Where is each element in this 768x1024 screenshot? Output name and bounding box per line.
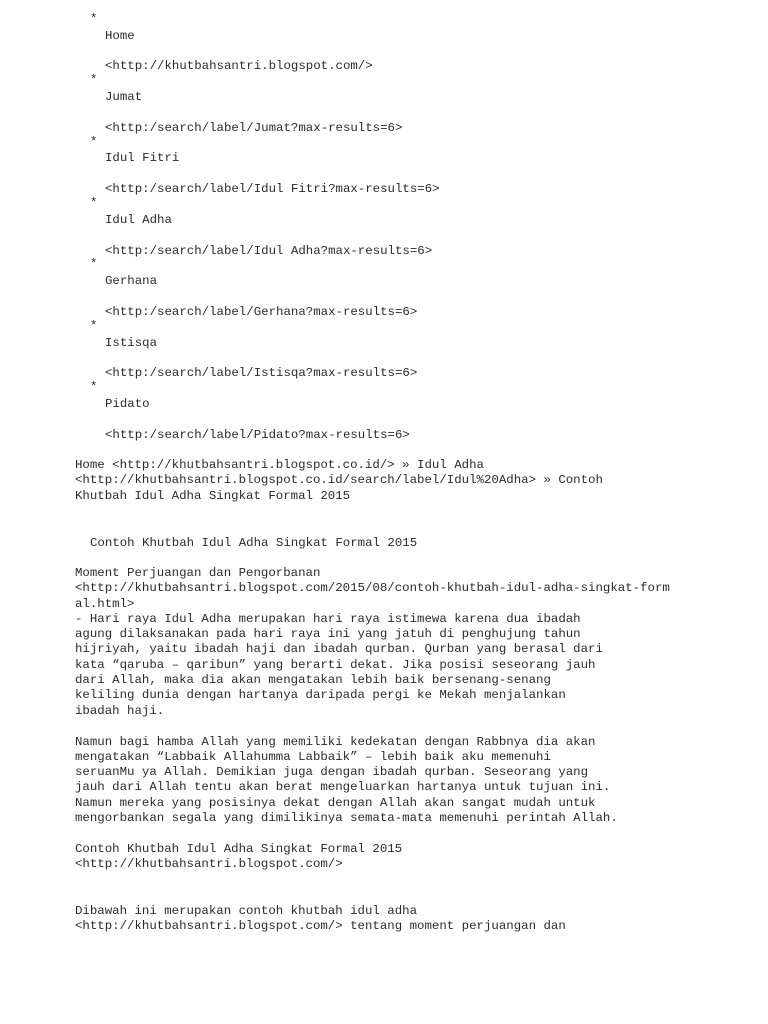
nav-url-idul-adha[interactable]: <http:/search/label/Idul Adha?max-results=6> [105, 244, 433, 258]
nav-bullet: * [90, 73, 98, 87]
paragraph-line: jauh dari Allah tentu akan berat mengeluarkan hartanya untuk tujuan ini. [75, 780, 611, 794]
nav-bullet: * [90, 135, 98, 149]
paragraph-line: kata “qaruba – qaribun” yang berarti dekat. Jika posisi seseorang jauh [75, 658, 596, 672]
paragraph-line: Namun mereka yang posisinya dekat dengan Allah akan sangat mudah untuk [75, 796, 596, 810]
nav-item-gerhana[interactable]: Gerhana [105, 274, 158, 288]
paragraph-line: seruanMu ya Allah. Demikian juga dengan ibadah qurban. Seseorang yang [75, 765, 589, 779]
nav-item-jumat[interactable]: Jumat [105, 90, 143, 104]
nav-item-idul-adha[interactable]: Idul Adha [105, 213, 172, 227]
nav-bullet: * [90, 196, 98, 210]
paragraph-link[interactable]: Contoh Khutbah Idul Adha Singkat Formal 2015 [75, 842, 403, 856]
paragraph-line: <http://khutbahsantri.blogspot.com/> tentang moment perjuangan dan [75, 919, 566, 933]
nav-url-jumat[interactable]: <http:/search/label/Jumat?max-results=6> [105, 121, 403, 135]
paragraph-line: mengorbankan segala yang dimilikinya semata-mata memenuhi perintah Allah. [75, 811, 618, 825]
nav-url-istisqa[interactable]: <http:/search/label/Istisqa?max-results=6> [105, 366, 418, 380]
nav-item-idul-fitri[interactable]: Idul Fitri [105, 151, 180, 165]
nav-bullet: * [90, 319, 98, 333]
breadcrumb-line: Khutbah Idul Adha Singkat Formal 2015 [75, 489, 351, 503]
paragraph-line: keliling dunia dengan hartanya daripada pergi ke Mekah menjalankan [75, 688, 566, 702]
paragraph-line: ibadah haji. [75, 704, 165, 718]
nav-item-pidato[interactable]: Pidato [105, 397, 150, 411]
paragraph-line: mengatakan “Labbaik Allahumma Labbaik” – lebih baik aku memenuhi [75, 750, 551, 764]
paragraph-link[interactable]: al.html> [75, 597, 135, 611]
nav-url-pidato[interactable]: <http:/search/label/Pidato?max-results=6> [105, 428, 410, 442]
nav-item-istisqa[interactable]: Istisqa [105, 336, 158, 350]
nav-bullet: * [90, 12, 98, 26]
paragraph-line: agung dilaksanakan pada hari raya ini yang jatuh di penghujung tahun [75, 627, 581, 641]
nav-url-idul-fitri[interactable]: <http:/search/label/Idul Fitri?max-results=6> [105, 182, 440, 196]
paragraph-line: dari Allah, maka dia akan mengatakan lebih baik bersenang-senang [75, 673, 551, 687]
paragraph-line: Namun bagi hamba Allah yang memiliki kedekatan dengan Rabbnya dia akan [75, 735, 596, 749]
breadcrumb-line[interactable]: <http://khutbahsantri.blogspot.co.id/search/label/Idul%20Adha> » Contoh [75, 473, 603, 487]
breadcrumb-line[interactable]: Home <http://khutbahsantri.blogspot.co.id/> » Idul Adha [75, 458, 484, 472]
page-title: Contoh Khutbah Idul Adha Singkat Formal 2015 [90, 536, 418, 550]
paragraph-line: Moment Perjuangan dan Pengorbanan [75, 566, 321, 580]
paragraph-line: Dibawah ini merupakan contoh khutbah idul adha [75, 904, 418, 918]
paragraph-line: - Hari raya Idul Adha merupakan hari raya istimewa karena dua ibadah [75, 612, 581, 626]
paragraph-link[interactable]: <http://khutbahsantri.blogspot.com/> [75, 857, 343, 871]
nav-bullet: * [90, 380, 98, 394]
paragraph-line: hijriyah, yaitu ibadah haji dan ibadah qurban. Qurban yang berasal dari [75, 642, 603, 656]
paragraph-link[interactable]: <http://khutbahsantri.blogspot.com/2015/08/contoh-khutbah-idul-adha-singkat-form [75, 581, 670, 595]
nav-bullet: * [90, 257, 98, 271]
nav-item-home[interactable]: Home [105, 29, 135, 43]
nav-url-gerhana[interactable]: <http:/search/label/Gerhana?max-results=6> [105, 305, 418, 319]
nav-url-home[interactable]: <http://khutbahsantri.blogspot.com/> [105, 59, 373, 73]
